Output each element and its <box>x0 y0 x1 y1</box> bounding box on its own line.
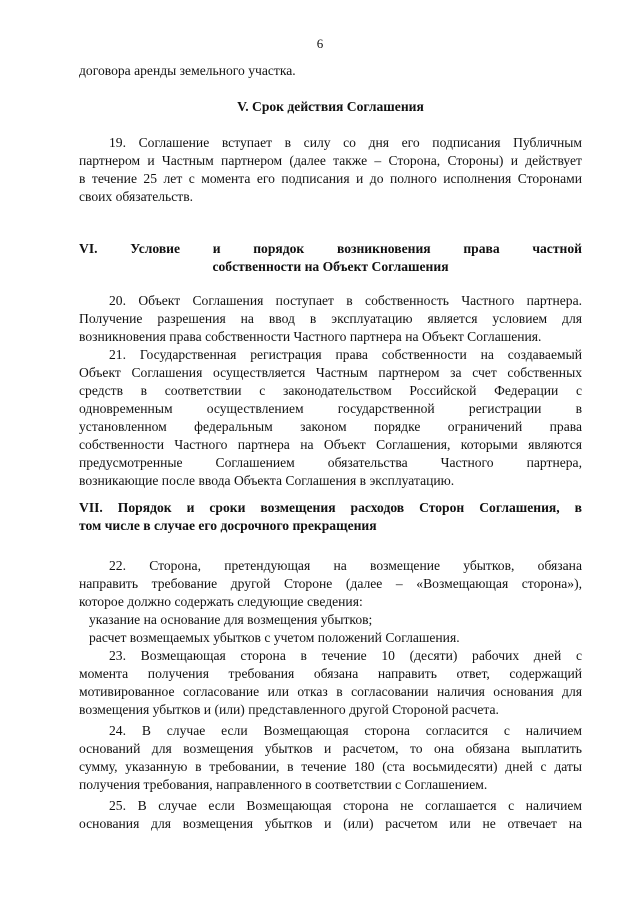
section-6-title-line-1: VI. Условие и порядок возникновения права частной <box>79 241 582 256</box>
section-7-title: VII. Порядок и сроки возмещения расходов Сторон Соглашения, в том числе в случае его досрочного прекращения <box>79 500 582 533</box>
list-item: указание на основание для возмещения убытков; <box>89 612 373 627</box>
paragraph-25: 25. В случае если Возмещающая сторона не соглашается с наличием основания для возмещения убытков и (или) расчетом или не отвечает на <box>79 798 582 831</box>
page-number: 6 <box>316 36 324 51</box>
paragraph-22: 22. Сторона, претендующая на возмещение убытков, обязана направить требование другой Стороне (далее – «Возмещающая сторона»), которое должно содержать следующие сведения: указание на основание для возмещения убытков; расчет возмещаемых убытков с учетом положений Соглашения. <box>79 558 582 645</box>
paragraph-20: 20. Объект Соглашения поступает в собственность Частного партнера. Получение разрешения на ввод в эксплуатацию является условием для возникновения права собственности Частного партнера на Объект Соглашения. <box>79 293 582 344</box>
section-5-title: V. Срок действия Соглашения <box>237 99 424 114</box>
paragraph-23: 23. Возмещающая сторона в течение 10 (десяти) рабочих дней с момента получения требования обязана направить ответ, содержащий мотивированное согласование или отказ в согласовании наличия основания для возмещения убытков и (или) представленного другой Стороной расчета. <box>79 648 582 717</box>
paragraph-19: 19. Соглашение вступает в силу со дня его подписания Публичным партнером и Частным партнером (далее также – Сторона, Стороны) и действует в течение 25 лет с момента его подписания и до полного исполнения Сторонами своих обязательств. <box>79 135 582 204</box>
paragraph-21: 21. Государственная регистрация права собственности на создаваемый Объект Соглашения осуществляется Частным партнером за счет собственных средств в соответствии с законодательством Российской Федерации с одновременным осуществлением государственной регистрации в установленном федеральным законом порядке ограничений права собственности Частного партнера на Объект Соглашения, которыми являются предусмотренные Соглашением обязательства Частного партнера, возникающие после ввода Объекта Соглашения в эксплуатацию. <box>79 347 582 488</box>
list-item: расчет возмещаемых убытков с учетом положений Соглашения. <box>89 630 460 645</box>
section-6-title: VI. Условие и порядок возникновения права частной собственности на Объект Соглашения <box>79 241 582 274</box>
paragraph-24: 24. В случае если Возмещающая сторона согласится с наличием оснований для возмещения убытков и расчетом, то она обязана выплатить сумму, указанную в требовании, в течение 180 (ста восьмидесяти) дней с даты получения требования, направленного в соответствии с Соглашением. <box>79 723 582 792</box>
continuation-text: договора аренды земельного участка. <box>79 63 296 78</box>
